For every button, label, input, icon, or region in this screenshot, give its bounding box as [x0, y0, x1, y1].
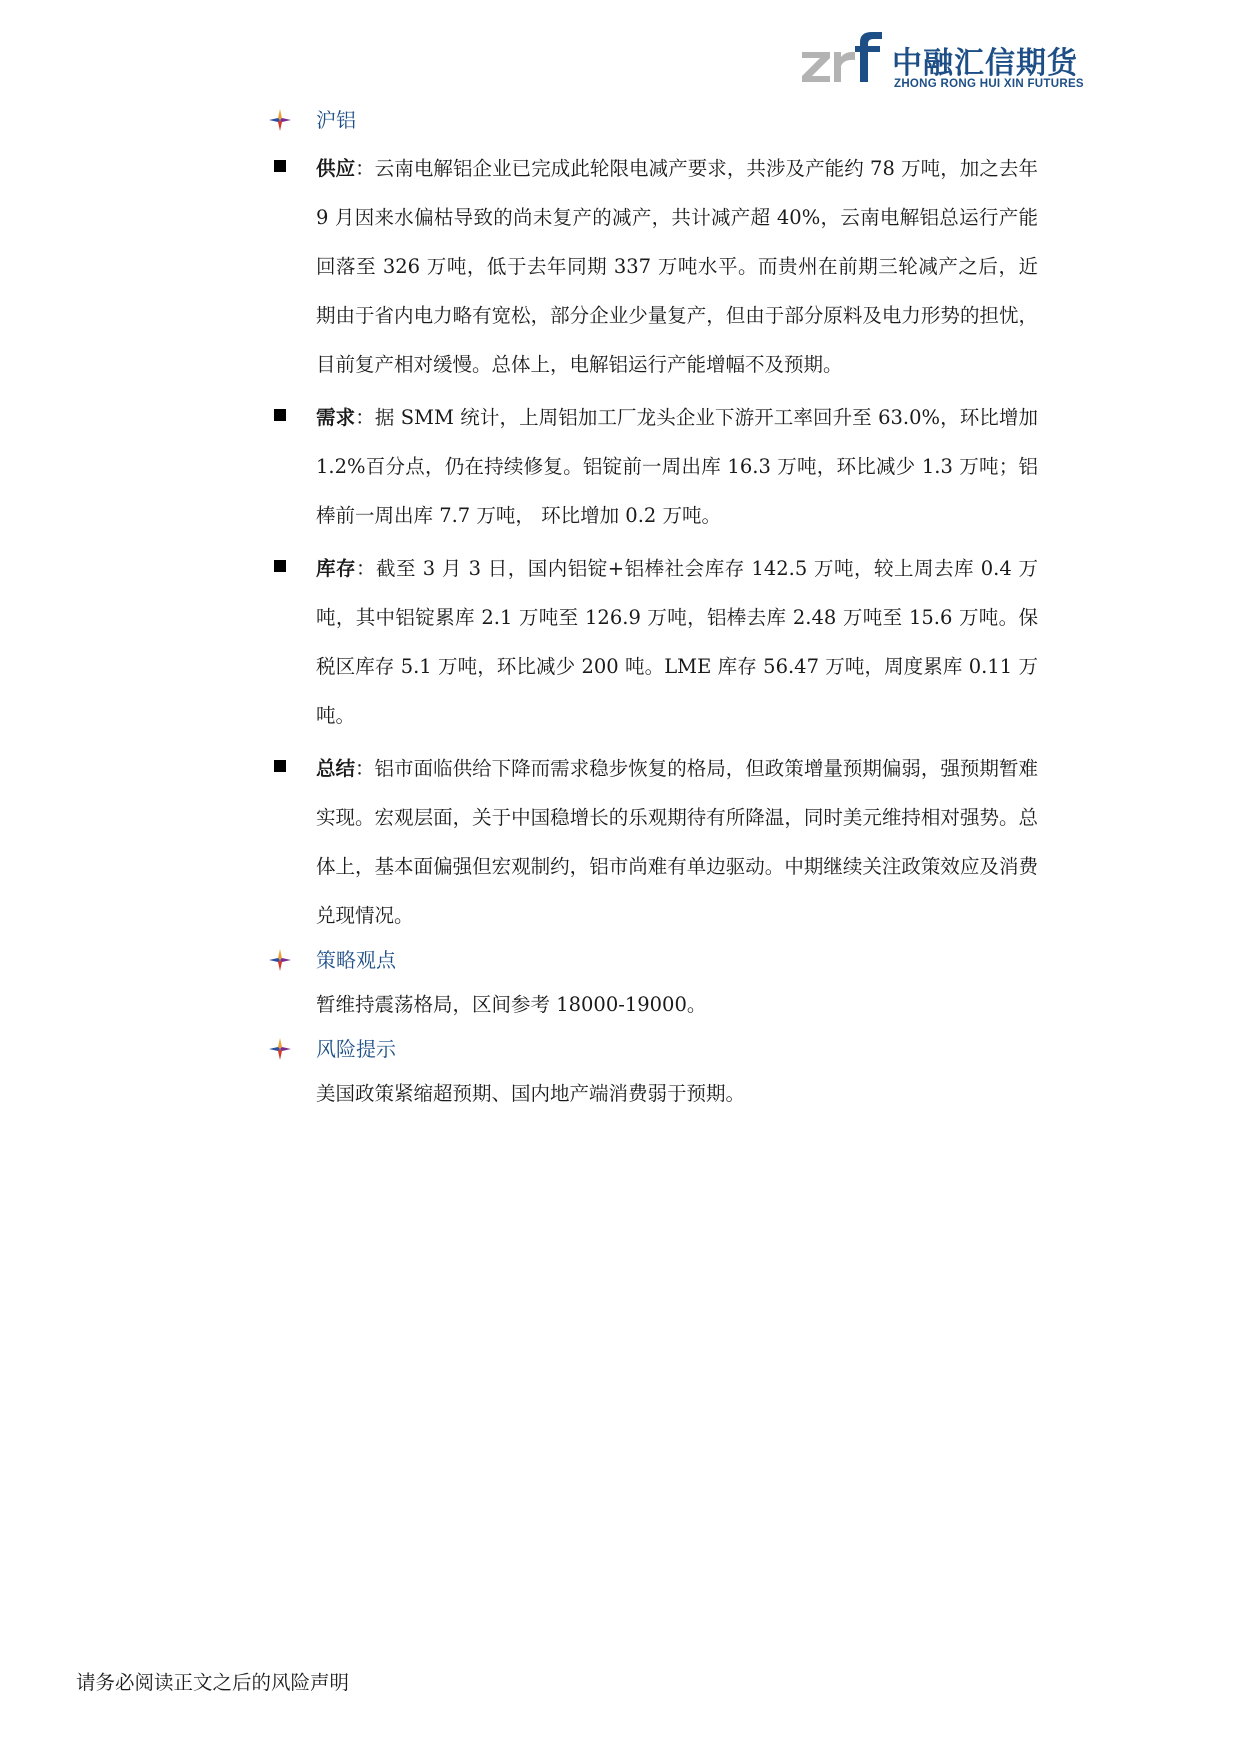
compass-star-icon — [268, 1037, 292, 1061]
compass-star-icon — [268, 108, 292, 132]
square-bullet-icon — [274, 409, 286, 421]
bullet-label: 总结 — [316, 757, 356, 780]
bullet-paragraph — [316, 393, 1038, 540]
section-title: 风险提示 — [316, 1037, 396, 1061]
logo-english-name: ZHONG RONG HUI XIN FUTURES — [894, 78, 1084, 90]
bullet-text: 铝市面临供给下降而需求稳步恢复的格局，但政策增量预期偏弱，强预期暂难实现。宏观层面，关于中国稳增长的乐观期待有所降温，同时美元维持相对强势。总体上，基本面偏强但宏观制约，铝市尚难有单边驱动。中期继续关注政策效应及消费兑现情况。 — [316, 757, 1038, 927]
strategy-paragraph: 暂维持震荡格局，区间参考 18000-19000。 — [316, 993, 707, 1016]
section-heading-risk — [268, 1029, 1038, 1069]
bullet-label: 库存 — [316, 557, 357, 580]
company-logo — [800, 30, 1090, 96]
section-heading-strategy — [268, 940, 1038, 980]
bullet-label: 供应 — [316, 157, 356, 180]
section-heading-aluminum — [268, 100, 1038, 140]
bullet-text: 截至 3 月 3 日，国内铝锭+铝棒社会库存 142.5 万吨，较上周去库 0.4 万吨，其中铝锭累库 2.1 万吨至 126.9 万吨，铝棒去库 2.48 万吨至 15.6 万吨。保税区库存 5.1 万吨，环比减少 200 吨。LME 库存 56.47 万吨，周度累库 0.11 万吨。 — [316, 557, 1038, 727]
bullet-item-demand — [268, 393, 1038, 540]
section-title: 策略观点 — [316, 948, 396, 972]
risk-paragraph: 美国政策紧缩超预期、国内地产端消费弱于预期。 — [316, 1082, 746, 1105]
bullet-separator: ： — [356, 557, 377, 580]
logo-chinese-name: 中融汇信期货 — [892, 46, 1078, 81]
bullet-label: 需求 — [316, 406, 356, 429]
bullet-separator: ： — [355, 157, 375, 180]
bullet-text: 据 SMM 统计，上周铝加工厂龙头企业下游开工率回升至 63.0%，环比增加 1.2%百分点，仍在持续修复。铝锭前一周出库 16.3 万吨，环比减少 1.3 万吨；铝棒前一周出库 7.7 万吨， 环比增加 0.2 万吨。 — [316, 406, 1038, 527]
bullet-item-supply — [268, 144, 1038, 389]
bullet-separator: ： — [355, 406, 375, 429]
compass-star-icon — [268, 948, 292, 972]
report-content — [268, 100, 1038, 1118]
zrf-logo-mark — [800, 30, 890, 90]
footer-disclaimer: 请务必阅读正文之后的风险声明 — [76, 1671, 350, 1694]
bullet-paragraph — [316, 744, 1038, 940]
bullet-item-summary — [268, 744, 1038, 940]
square-bullet-icon — [274, 560, 286, 572]
bullet-paragraph — [316, 144, 1038, 389]
bullet-paragraph — [316, 544, 1038, 740]
square-bullet-icon — [274, 160, 286, 172]
square-bullet-icon — [274, 760, 286, 772]
bullet-text: 云南电解铝企业已完成此轮限电减产要求，共涉及产能约 78 万吨，加之去年 9 月因来水偏枯导致的尚未复产的减产，共计减产超 40%，云南电解铝总运行产能回落至 326 万吨，低于去年同期 337 万吨水平。而贵州在前期三轮减产之后，近期由于省内电力略有宽松，部分企业少量复产，但由于部分原料及电力形势的担忧，目前复产相对缓慢。总体上，电解铝运行产能增幅不及预期。 — [316, 157, 1038, 376]
section-title: 沪铝 — [316, 108, 356, 132]
bullet-item-inventory — [268, 544, 1038, 740]
bullet-separator: ： — [355, 757, 375, 780]
